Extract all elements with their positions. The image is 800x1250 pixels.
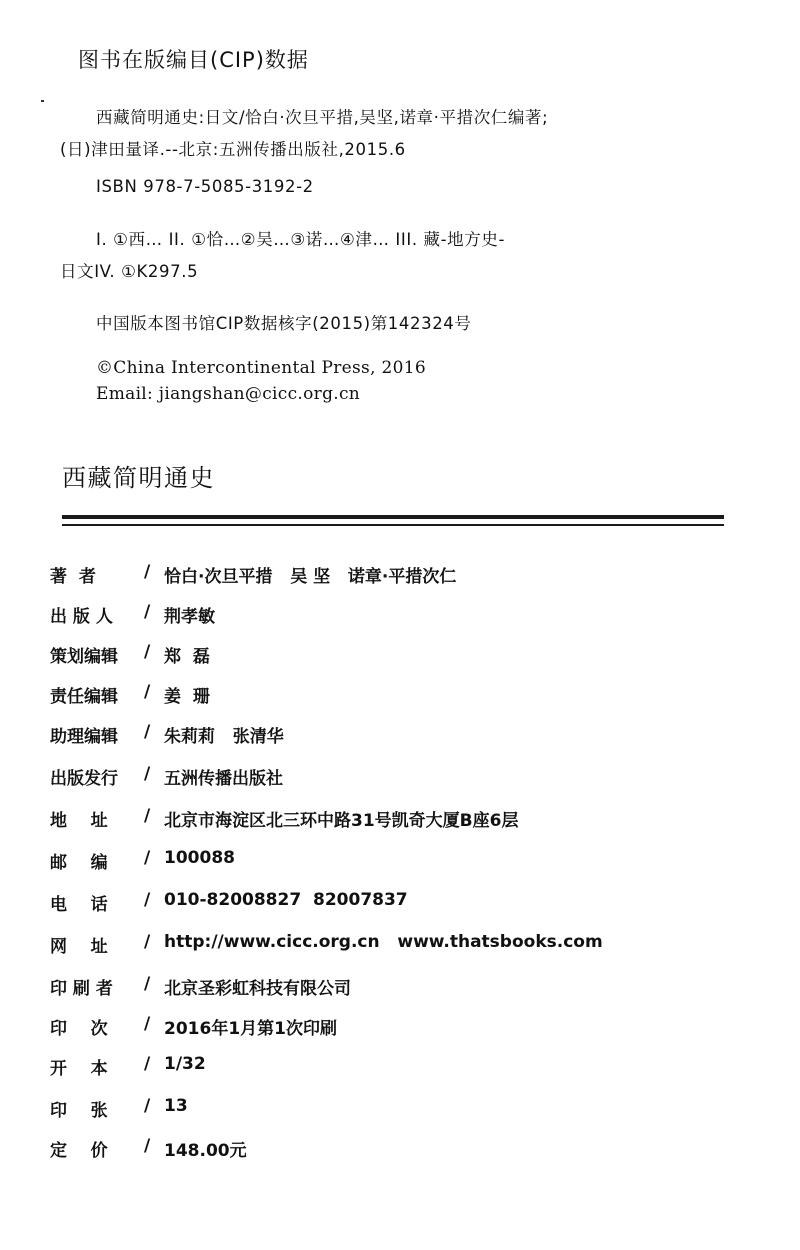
cip-classification-1: I. ①西… II. ①恰…②吴…③诺…④津… III. 藏-地方史- [96,230,506,249]
cip-line-1: 西藏简明通史:日文/恰白·次旦平措,吴坚,诺章·平措次仁编著; [96,108,549,127]
divider-thick [62,515,724,519]
detail-separator: / [144,932,151,952]
detail-label: 地 址 [50,811,108,831]
book-title: 西藏简明通史 [62,464,215,492]
stray-mark [41,100,44,102]
detail-value: 13 [164,1096,188,1116]
cip-verification-number: 中国版本图书馆CIP数据核字(2015)第142324号 [96,314,472,333]
detail-value: 2016年1月第1次印刷 [164,1019,337,1039]
detail-value: 北京市海淀区北三环中路31号凯奇大厦B座6层 [164,811,519,831]
contact-email: Email: jiangshan@cicc.org.cn [96,384,361,404]
cip-isbn: ISBN 978-7-5085-3192-2 [96,177,314,196]
detail-label: 出版发行 [50,769,118,789]
cip-line-2: (日)津田量译.--北京:五洲传播出版社,2015.6 [60,140,406,159]
detail-separator: / [144,722,151,742]
detail-label: 助理编辑 [50,727,118,747]
detail-value: 恰白·次旦平措 吴 坚 诺章·平措次仁 [164,567,457,587]
detail-separator: / [144,1054,151,1074]
detail-label: 网 址 [50,937,108,957]
detail-label: 责任编辑 [50,687,118,707]
detail-value: 010-82008827 82007837 [164,890,408,910]
detail-label: 邮 编 [50,853,108,873]
detail-label: 定 价 [50,1141,108,1161]
detail-value: 郑 磊 [164,647,210,667]
divider-thin [62,524,724,526]
detail-label: 著 者 [50,567,96,587]
detail-separator: / [144,974,151,994]
copyright-notice: ©China Intercontinental Press, 2016 [96,358,426,378]
detail-separator: / [144,764,151,784]
detail-separator: / [144,890,151,910]
detail-separator: / [144,1096,151,1116]
detail-separator: / [144,602,151,622]
detail-value: 姜 珊 [164,687,210,707]
detail-value: http://www.cicc.org.cn www.thatsbooks.com [164,932,603,952]
detail-separator: / [144,562,151,582]
detail-value: 100088 [164,848,235,868]
detail-separator: / [144,1014,151,1034]
detail-separator: / [144,848,151,868]
detail-value: 北京圣彩虹科技有限公司 [164,979,351,999]
detail-separator: / [144,682,151,702]
detail-label: 印 刷 者 [50,979,113,999]
detail-separator: / [144,806,151,826]
detail-label: 策划编辑 [50,647,118,667]
detail-label: 印 张 [50,1101,108,1121]
cip-classification-2: 日文IV. ①K297.5 [60,262,199,281]
detail-label: 出 版 人 [50,607,113,627]
detail-value: 荆孝敏 [164,607,215,627]
detail-value: 1/32 [164,1054,206,1074]
detail-value: 五洲传播出版社 [164,769,283,789]
detail-value: 148.00元 [164,1141,247,1161]
detail-separator: / [144,642,151,662]
detail-label: 电 话 [50,895,108,915]
detail-value: 朱莉莉 张清华 [164,727,284,747]
detail-label: 印 次 [50,1019,108,1039]
detail-separator: / [144,1136,151,1156]
cip-heading: 图书在版编目(CIP)数据 [78,48,309,72]
detail-label: 开 本 [50,1059,108,1079]
